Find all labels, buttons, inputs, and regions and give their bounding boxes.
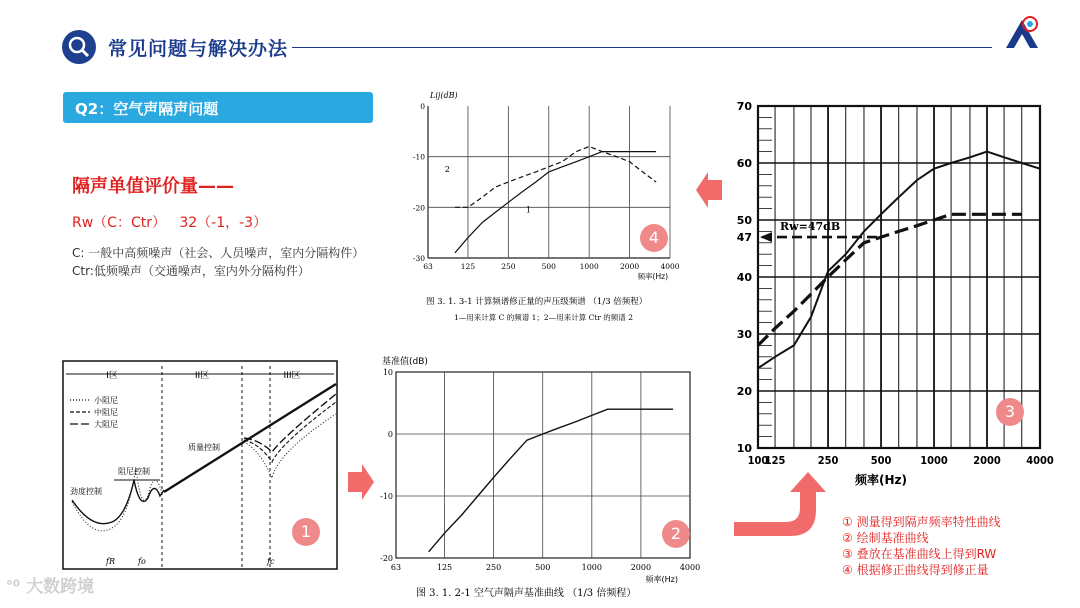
figure-3-chart: [728, 92, 1054, 497]
mass-label: 质量控制: [188, 443, 220, 452]
arrow-right-icon: [346, 462, 376, 506]
legend-label: 大阻尼: [94, 420, 118, 429]
figure-4: [408, 88, 690, 328]
note-ctr: Ctr:低频噪声（交通噪声，室内外分隔构件）: [72, 264, 310, 278]
figure-2: [376, 350, 701, 602]
legend-label: 小阻尼: [94, 396, 118, 405]
y-tick-label: 0: [387, 430, 393, 439]
y-tick-label: 30: [736, 328, 752, 341]
figure-2-chart: [376, 350, 701, 602]
stiffness-label: 劲度控制: [70, 487, 102, 496]
rw-curve-dashed: [758, 214, 1022, 345]
header-divider: [292, 47, 992, 48]
x-axis-label: 频率(Hz): [855, 473, 908, 487]
arrow-left-icon: [694, 170, 724, 214]
x-tick-label: 125: [764, 454, 786, 467]
x-axis-label: 频率(Hz): [637, 272, 668, 281]
figure-3-badge: 3: [996, 398, 1024, 426]
tick-fo: fo: [138, 557, 146, 566]
tick-fR: fR: [106, 557, 115, 566]
x-tick-label: 100: [747, 454, 769, 467]
x-tick-label: 1000: [579, 262, 599, 271]
region-3-label: III区: [283, 371, 301, 381]
section-heading: 隔声单值评价量——: [72, 176, 234, 197]
spectrum-curve-2: [455, 147, 656, 208]
curve-label-1: 1: [525, 205, 531, 215]
y-axis-label: Lij(dB): [430, 91, 458, 100]
magnifier-badge-icon: [62, 30, 96, 64]
y-tick-label: -10: [380, 492, 393, 501]
y-tick-label: -20: [412, 203, 425, 213]
legend-label: 中阻尼: [94, 408, 118, 417]
rw-arrowhead-icon: [760, 232, 772, 242]
x-tick-label: 2000: [630, 563, 652, 572]
watermark-text: 大数跨境: [26, 577, 95, 597]
step-4: ④ 根据修正曲线得到修正量: [842, 563, 989, 577]
x-axis-label: 频率(Hz): [645, 575, 678, 584]
x-tick-label: 63: [390, 563, 402, 572]
x-tick-label: 125: [436, 563, 453, 572]
watermark-icon: ᐤ⁰: [6, 577, 27, 597]
curved-arrow-icon: [734, 470, 826, 544]
figure-4-caption: 图 3. 1. 3-1 计算频谱修正量的声压级频谱 （1/3 倍频程）: [426, 297, 648, 307]
steps-list: [842, 514, 1001, 578]
coincidence-curve-high: [244, 394, 336, 452]
x-tick-label: 4000: [679, 563, 701, 572]
y-tick-label: 47: [736, 231, 752, 245]
y-tick-label: 50: [736, 214, 752, 227]
x-tick-label: 125: [460, 262, 476, 271]
y-tick-label: 0: [420, 102, 425, 111]
figure-4-chart: [408, 88, 690, 328]
y-tick-label: -10: [412, 152, 425, 162]
watermark: [6, 572, 94, 597]
damping-label: 阻尼控制: [118, 467, 150, 476]
y-tick-label: 60: [736, 157, 752, 170]
y-tick-label: -30: [412, 254, 425, 263]
region-2-label: II区: [194, 371, 210, 381]
figure-2-badge: 2: [662, 520, 690, 548]
x-tick-label: 250: [817, 454, 839, 467]
region-1-label: I区: [106, 371, 118, 381]
x-tick-label: 1000: [920, 454, 948, 467]
rw-value-line: Rw（C：Ctr） 32（-1，-3）: [72, 215, 268, 231]
y-tick-label: 10: [736, 442, 752, 455]
question-banner: [63, 92, 373, 123]
x-tick-label: 250: [501, 262, 516, 271]
step-3: ③ 叠放在基准曲线上得到RW: [842, 547, 997, 561]
rw-annotation: Rw=47dB: [780, 220, 841, 234]
x-tick-label: 4000: [1026, 454, 1054, 467]
spectrum-curve-1: [455, 152, 656, 253]
step-2: ② 绘制基准曲线: [842, 531, 929, 545]
figure-3: [728, 92, 1054, 497]
step-1: ① 测量得到隔声频率特性曲线: [842, 515, 1001, 529]
reference-curve: [429, 409, 673, 552]
figure-2-caption: 图 3. 1. 2-1 空气声隔声基准曲线 （1/3 倍频程）: [416, 588, 637, 599]
company-logo: [1000, 14, 1044, 50]
x-tick-label: 4000: [660, 262, 680, 271]
note-c: C: 一般中高频噪声（社会、人员噪声，室内分隔构件）: [72, 246, 365, 260]
figure-1-badge: 1: [292, 518, 320, 546]
figure-4-caption-2: 1—用来计算 C 的频谱 1；2—用来计算 Ctr 的频谱 2: [454, 313, 633, 322]
low-damping-curve: [72, 468, 162, 531]
x-tick-label: 2000: [620, 262, 640, 271]
y-tick-label: 20: [736, 385, 752, 398]
mass-law-line: [164, 384, 336, 492]
x-tick-label: 250: [485, 563, 502, 572]
x-tick-label: 2000: [973, 454, 1001, 467]
tick-fc: fc: [267, 557, 275, 566]
x-tick-label: 500: [541, 262, 556, 271]
x-tick-label: 1000: [581, 563, 602, 572]
curve-label-2: 2: [444, 164, 451, 174]
y-tick-label: 40: [736, 271, 752, 284]
y-axis-label: 基准值(dB): [382, 357, 428, 367]
x-tick-label: 500: [870, 454, 892, 467]
y-tick-label: 70: [736, 100, 752, 113]
x-tick-label: 500: [535, 563, 551, 572]
page-title: 常见问题与解决办法: [108, 38, 289, 60]
figure-4-badge: 4: [640, 224, 668, 252]
x-tick-label: 63: [423, 262, 433, 271]
question-banner-label: Q2：空气声隔声问题: [75, 100, 219, 118]
y-tick-label: 10: [382, 368, 393, 377]
y-tick-label: -20: [380, 554, 393, 563]
